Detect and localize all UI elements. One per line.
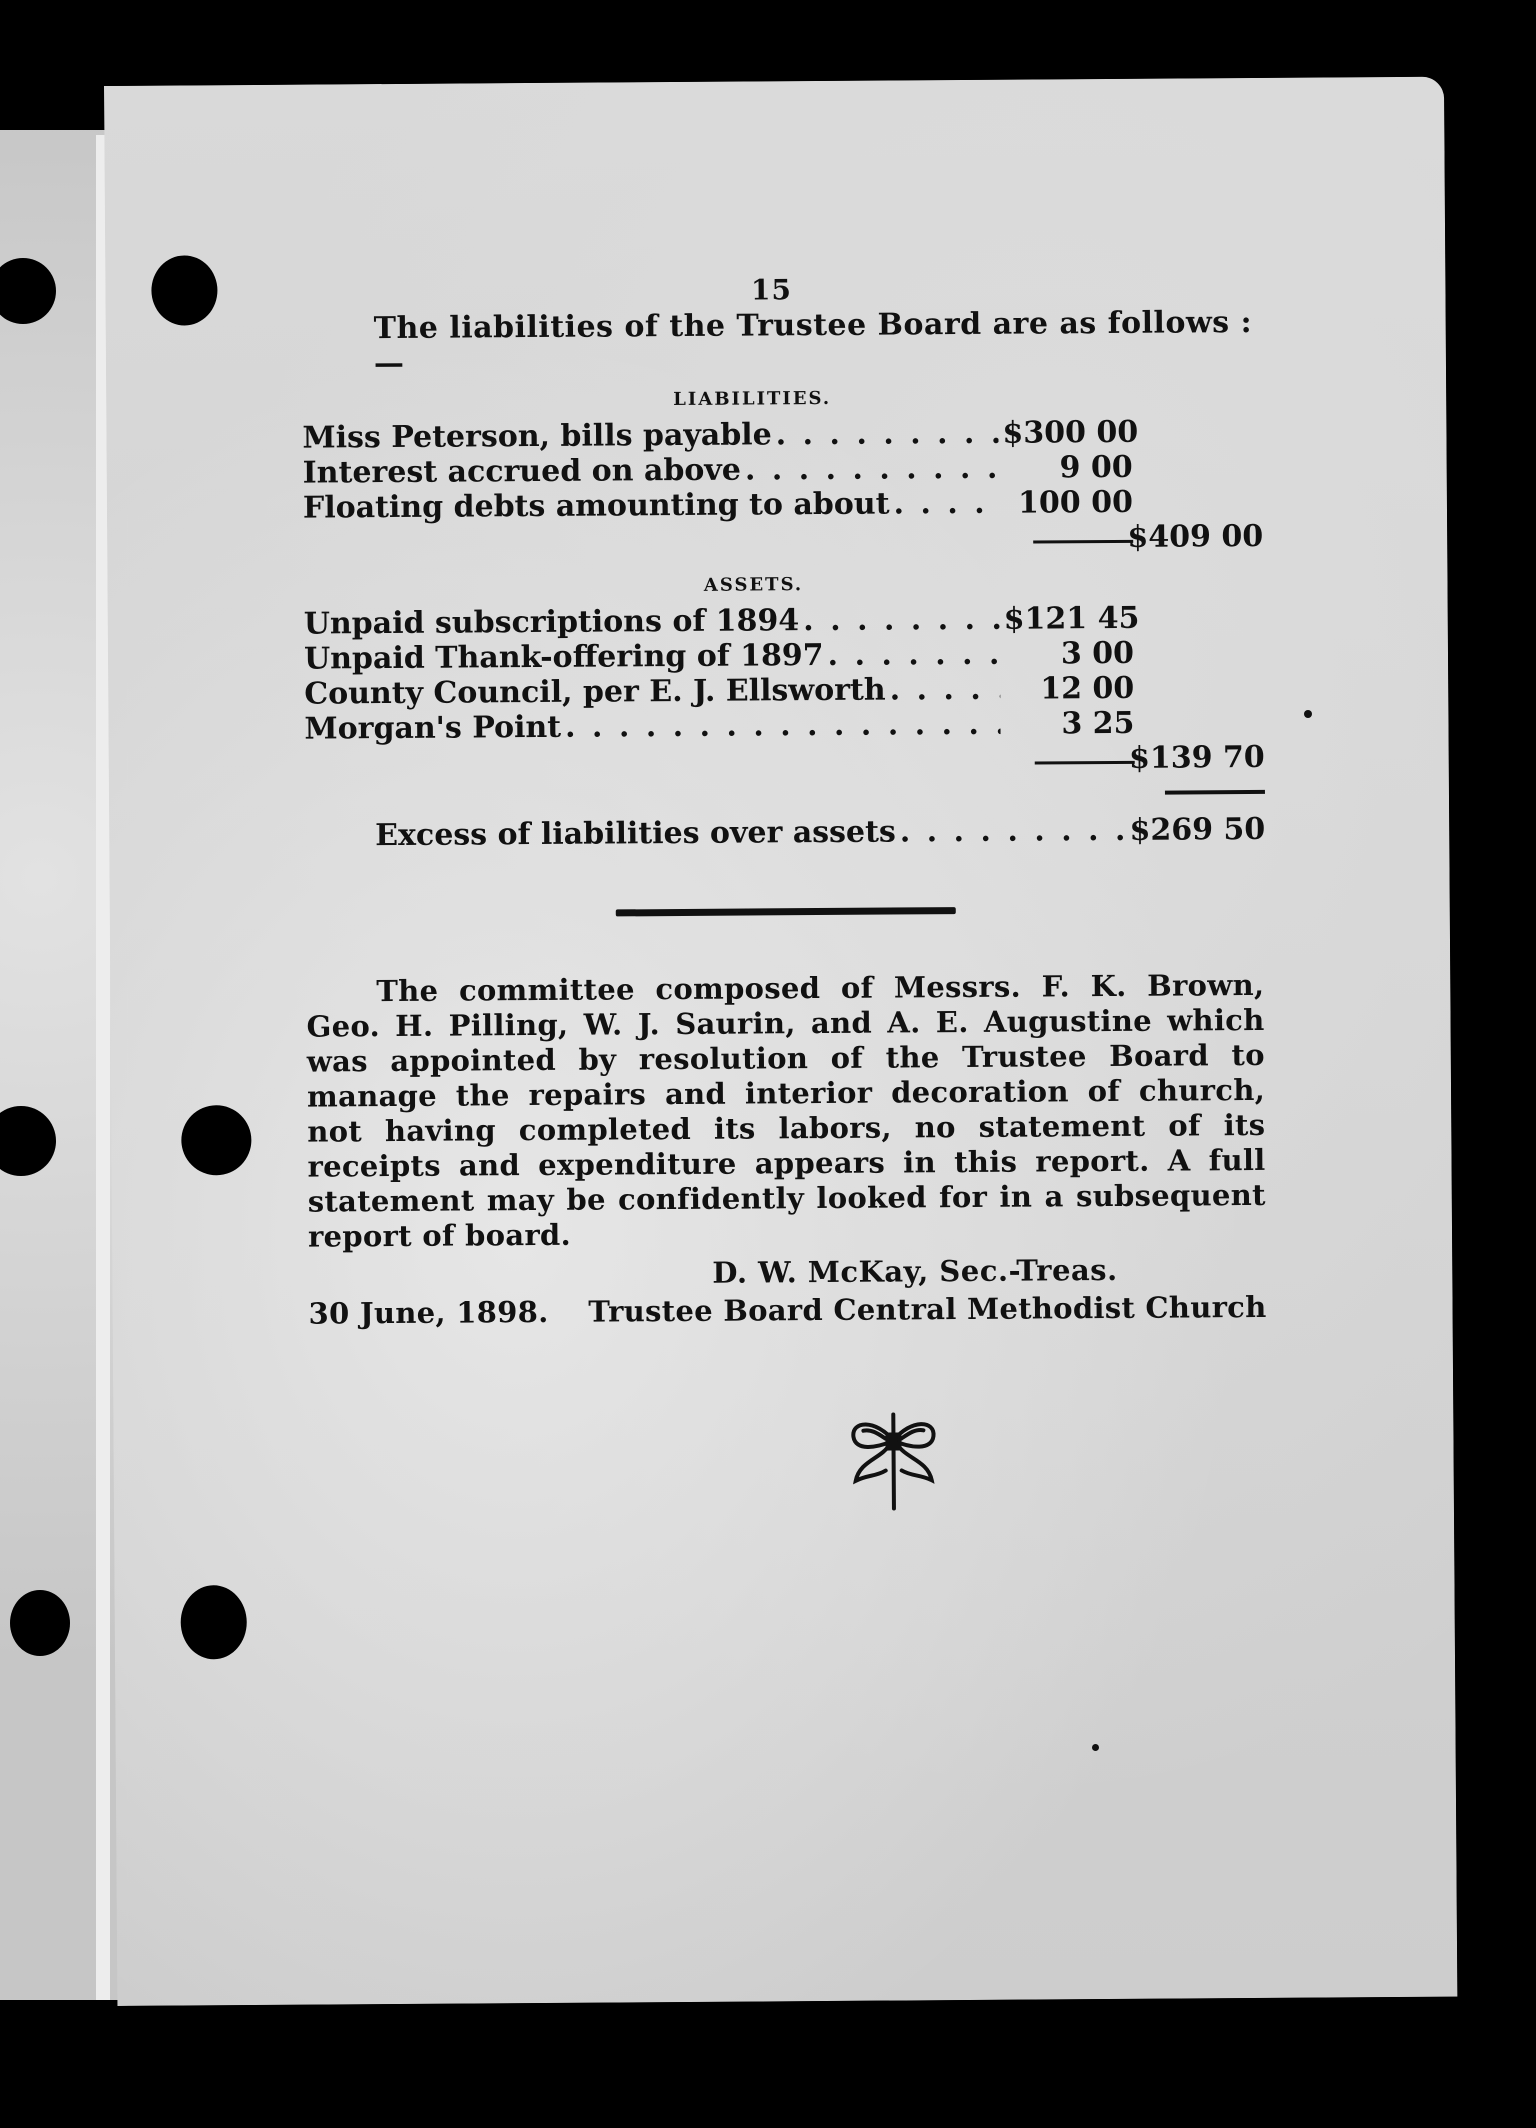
excess-amount: $269 50 <box>1129 811 1266 848</box>
leader-dots <box>900 813 1126 850</box>
liability-label: Interest accrued on above <box>302 452 742 491</box>
liability-label: Floating debts amounting to about <box>302 486 890 526</box>
committee-paragraph: The committee composed of Messrs. F. K. Brown, Geo. H. Pilling, W. J. Saurin, and A. E. Augustine which was appointed by resolution of the Trustee Board to manage the repairs and interior decoration of church, not having completed its labors, no statement of its receipts and expenditure appears in this report. A full statement may be confidently looked for in a subsequent report of board. <box>306 967 1266 1254</box>
signer-name: D. W. McKay, Sec.-Treas. <box>712 1252 1118 1290</box>
excess-row <box>375 812 1265 853</box>
document-page <box>104 77 1457 2006</box>
liabilities-total: $409 00 <box>1127 518 1264 555</box>
ink-speck <box>1304 710 1312 718</box>
liabilities-total-row <box>303 519 1263 564</box>
page-number: 15 <box>750 273 793 307</box>
assets-heading: ASSETS. <box>703 574 804 596</box>
assets-total-row <box>305 740 1265 785</box>
liability-amount: 9 00 <box>1059 449 1133 486</box>
signer-organization: Trustee Board Central Methodist Church <box>588 1289 1267 1329</box>
leader-dots <box>893 486 999 522</box>
leader-dots <box>565 707 1001 745</box>
asset-label: County Council, per E. J. Ellsworth <box>304 672 886 712</box>
asset-amount: 3 00 <box>1060 635 1135 672</box>
bow-ornament-icon <box>845 1410 942 1511</box>
document-body <box>301 270 1268 1331</box>
asset-row <box>304 706 1134 747</box>
asset-amount: 12 00 <box>1040 670 1135 707</box>
asset-row <box>304 671 1134 712</box>
liability-amount: $300 00 <box>1002 414 1139 451</box>
leader-dots <box>890 672 1001 708</box>
leader-dots <box>803 602 1000 638</box>
asset-row <box>303 600 1140 642</box>
liability-label: Miss Peterson, bills payable <box>302 417 772 456</box>
liability-row <box>303 450 1133 491</box>
total-rule <box>1033 540 1133 544</box>
excess-label: Excess of liabilities over assets <box>375 814 896 854</box>
punch-hole <box>181 1105 251 1175</box>
ink-speck <box>1092 1744 1099 1751</box>
asset-amount: $121 45 <box>1003 600 1140 637</box>
punch-hole <box>151 255 217 325</box>
signature-line <box>308 1290 1266 1331</box>
leader-dots <box>745 451 999 488</box>
leader-dots <box>827 637 1000 673</box>
asset-label: Unpaid Thank-offering of 1897 <box>303 637 824 677</box>
asset-row <box>304 636 1134 677</box>
punch-hole <box>10 1590 70 1656</box>
liability-row <box>303 485 1133 526</box>
total-rule <box>1035 761 1135 765</box>
asset-amount: 3 25 <box>1061 705 1135 742</box>
section-separator <box>616 907 956 916</box>
balance-rule <box>1165 790 1265 795</box>
liability-row <box>302 414 1139 456</box>
liabilities-heading: LIABILITIES. <box>673 387 832 411</box>
punch-hole <box>180 1585 247 1659</box>
liability-amount: 100 00 <box>1017 484 1134 521</box>
intro-line: The liabilities of the Trustee Board are as follows :— <box>373 304 1253 382</box>
leader-dots <box>776 416 999 453</box>
asset-label: Morgan's Point <box>304 709 562 747</box>
report-date: 30 June, 1898. <box>308 1294 549 1331</box>
asset-label: Unpaid subscriptions of 1894 <box>303 603 800 642</box>
assets-total: $139 70 <box>1128 739 1265 776</box>
